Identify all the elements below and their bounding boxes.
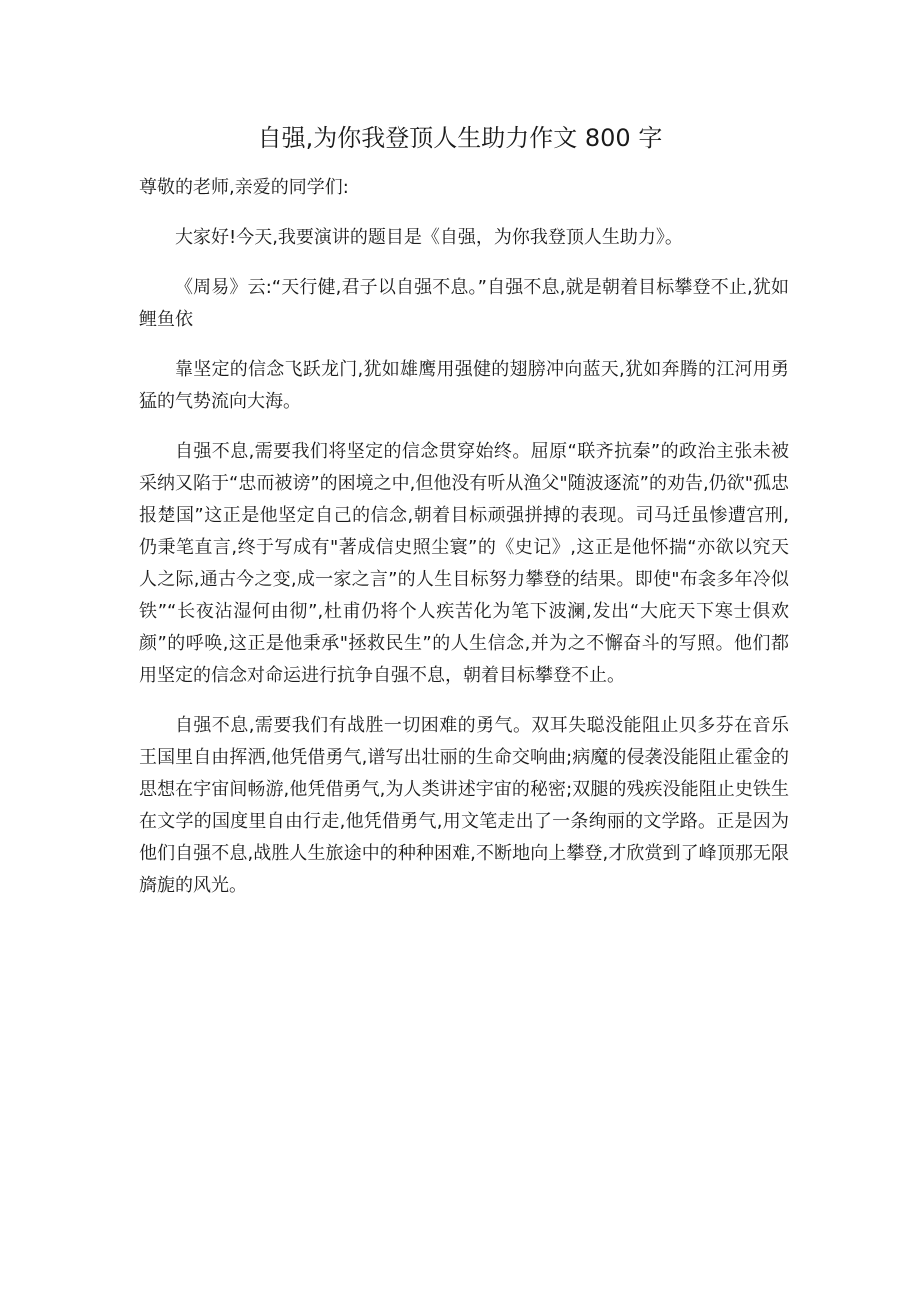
document-body xyxy=(139,172,789,902)
paragraph-courage: 自强不息,需要我们有战胜一切困难的勇气。双耳失聪没能阻止贝多芬在音乐王国里自由挥洒,他凭借勇气,谱写出壮丽的生命交响曲;病魔的侵袭没能阻止霍金的思想在宇宙间畅游,他凭借勇气,为人类讲述宇宙的秘密;双腿的残疾没能阻止史铁生在文学的国度里自由行走,他凭借勇气,用文笔走出了一条绚丽的文学路。正是因为他们自强不息,战胜人生旅途中的种种困难,不断地向上攀登,才欣赏到了峰顶那无限旖旎的风光。 xyxy=(139,715,789,896)
document-title: 自强,为你我登顶人生助力作文 800 字 xyxy=(257,124,663,152)
salutation: 尊敬的老师,亲爱的同学们: xyxy=(139,177,349,198)
paragraph-greeting: 大家好!今天,我要演讲的题目是《自强，为你我登顶人生助力》。 xyxy=(175,227,683,248)
paragraph-belief: 自强不息,需要我们将坚定的信念贯穿始终。屈原“联齐抗秦”的政治主张未被采纳又陷于“忠而被谤”的困境之中,但他没有听从渔父"随波逐流”的劝告,仍欲"孤忠报楚国”这正是他坚定自己的信念,朝着目标顽强拼搏的表现。司马迁虽惨遭宫刑,仍秉笔直言,终于写成有"著成信史照尘寰”的《史记》,这正是他怀揣“亦欲以究天人之际,通古今之变,成一家之言”的人生目标努力攀登的结果。即使"布衾多年冷似铁”“长夜沾湿何由彻”,杜甫仍将个人疾苦化为笔下波澜,发出“大庇天下寒士俱欢颜”的呼唤,这正是他秉承"拯救民生”的人生信念,并为之不懈奋斗的写照。他们都用坚定的信念对命运进行抗争自强不息，朝着目标攀登不止。 xyxy=(139,441,789,686)
paragraph-faith-metaphor: 靠坚定的信念飞跃龙门,犹如雄鹰用强健的翅膀冲向蓝天,犹如奔腾的江河用勇猛的气势流向大海。 xyxy=(139,359,789,412)
paragraph-zhouyi: 《周易》云:“天行健,君子以自强不息。”自强不息,就是朝着目标攀登不止,犹如鲤鱼依 xyxy=(139,277,789,330)
